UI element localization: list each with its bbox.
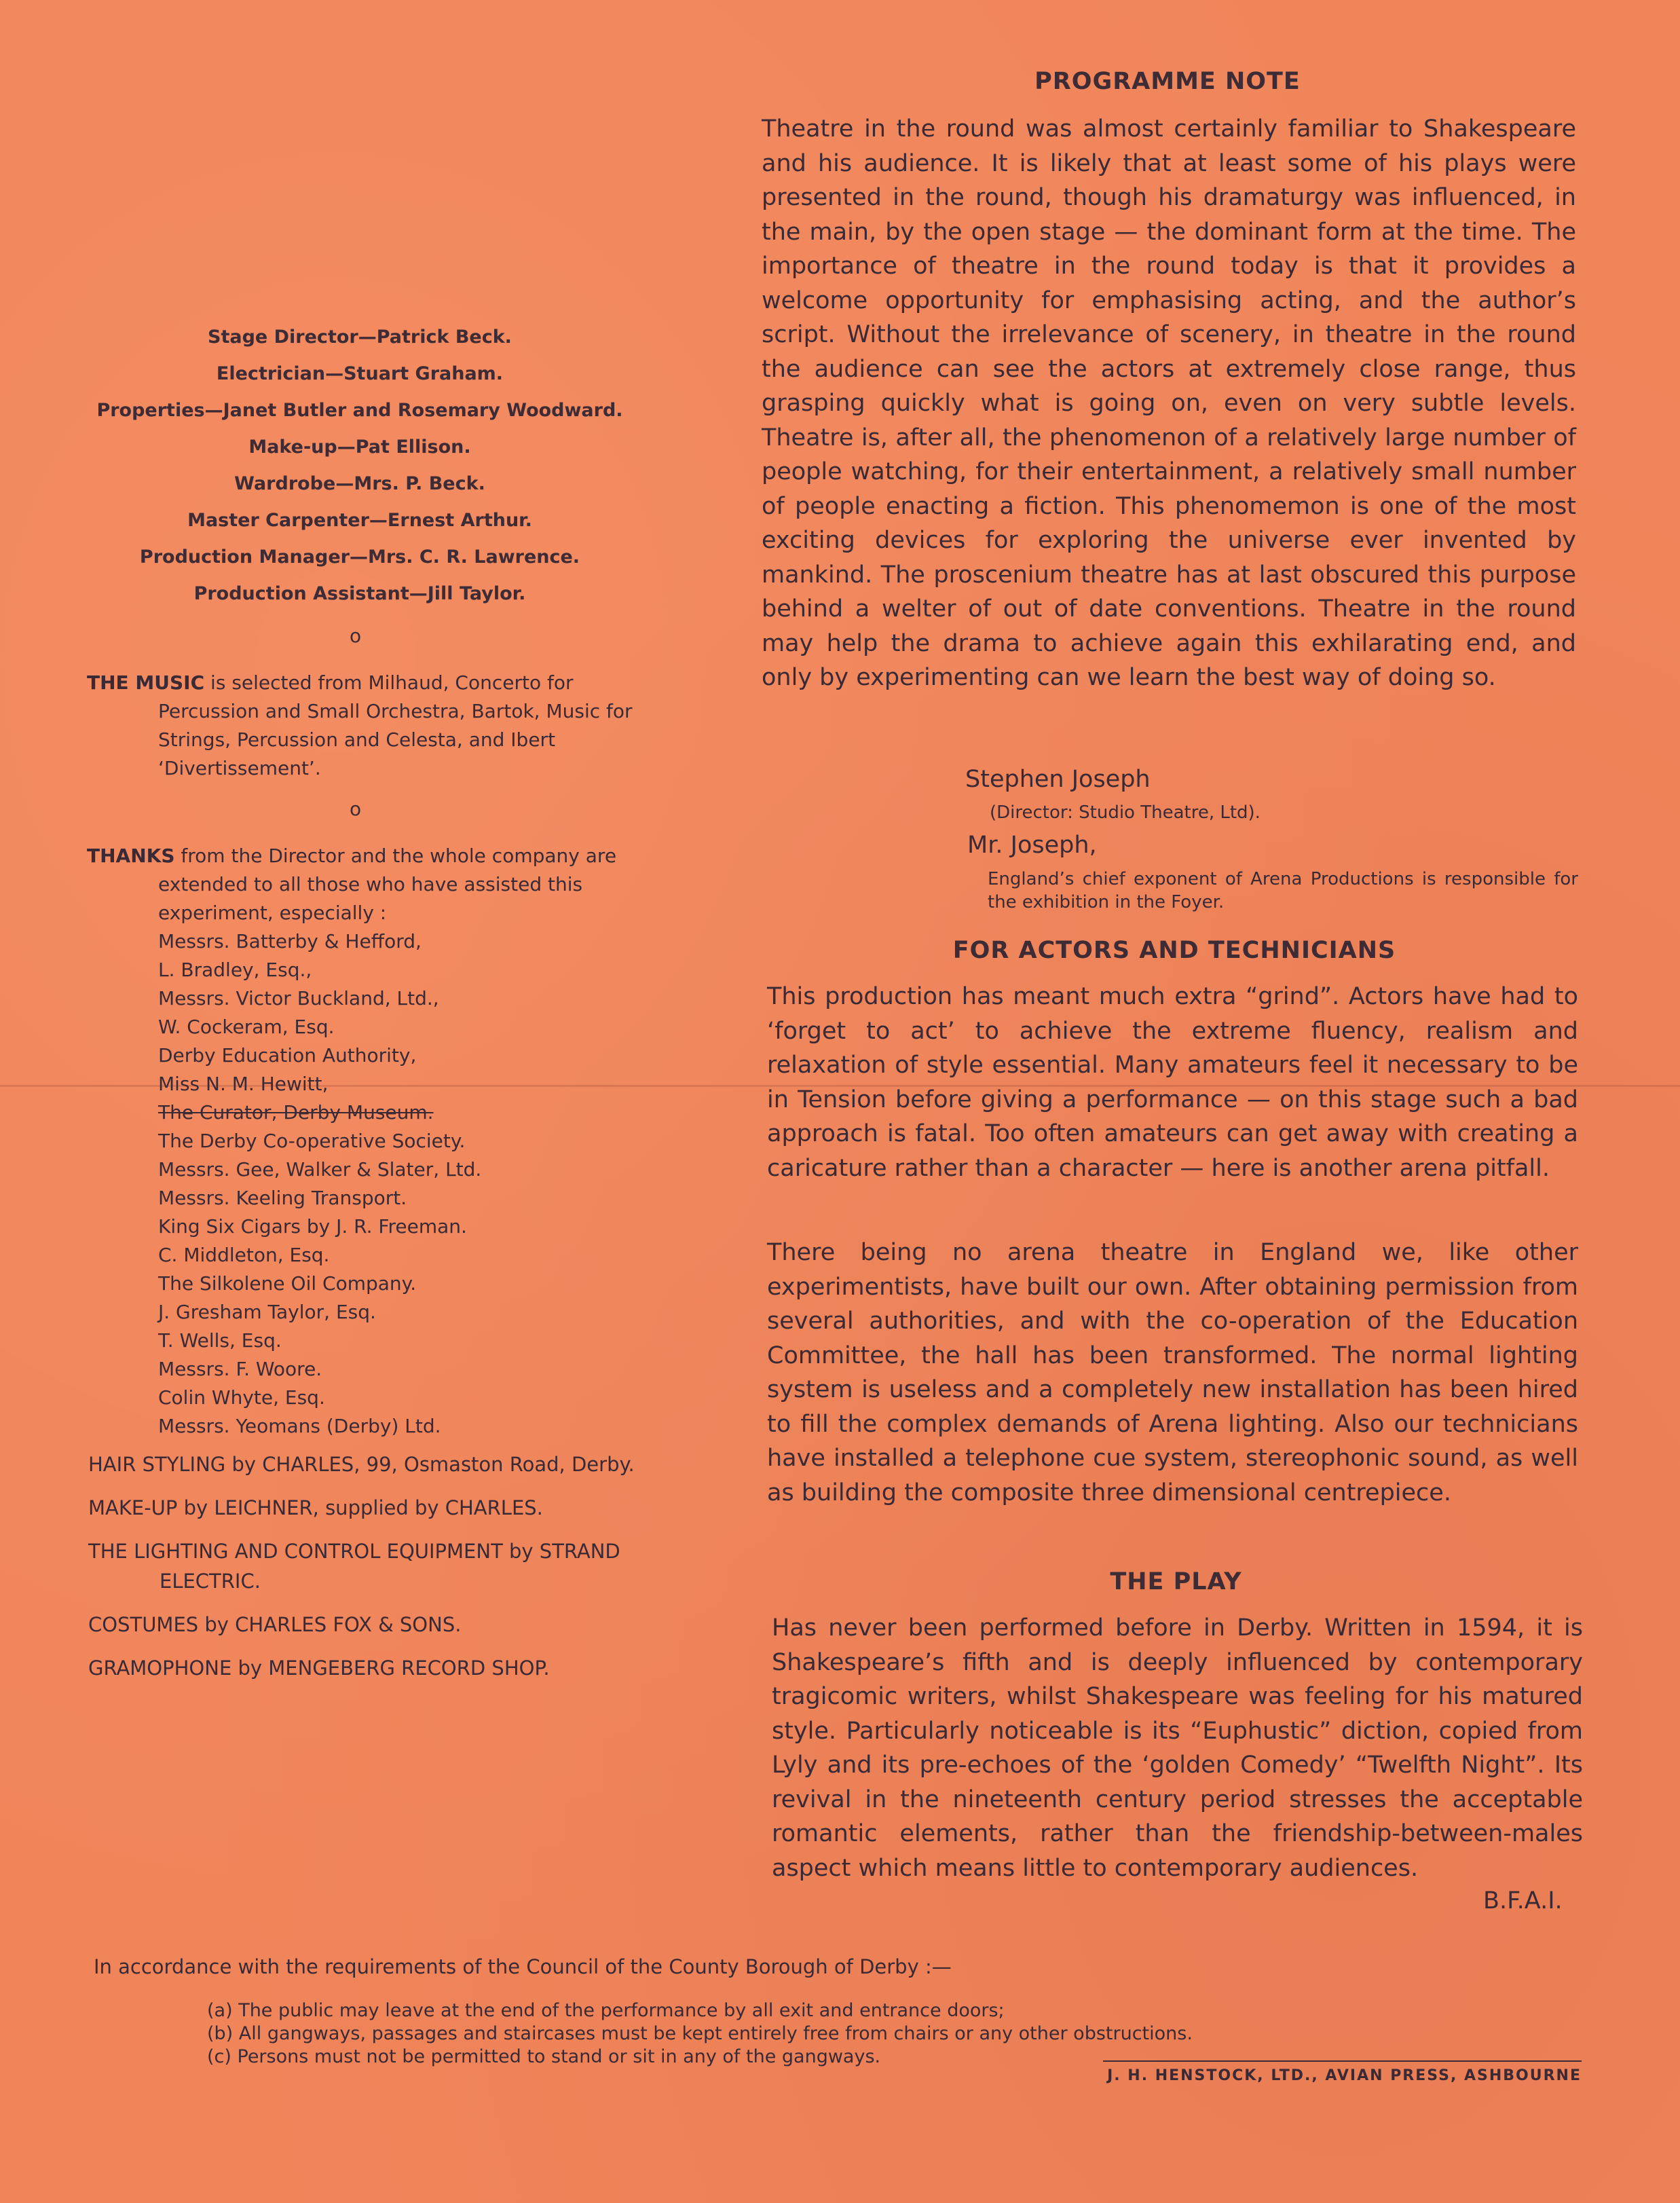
play-text: Has never been performed before in Derby. Written in 1594, it is Shakespeare’s fifth and is deeply influenced by contemporary tragicomic writers, whilst Shakespeare was feeling for his matured style. Particularly noticeable is its “Euphustic” diction, copied from Lyly and its pre-echoes of the ‘golden Comedy’ “Twelfth Night”. Its revival in the nineteenth century period stresses the acceptable romantic elements, rather than the friendship-between-males aspect which means little to contemporary audiences. [772,1614,1583,1882]
addressee-note: England’s chief exponent of Arena Productions is responsible for the exhibition in the Foyer. [988,869,1578,912]
music-section [87,669,637,783]
credit-line: Properties—Janet Butler and Rosemary Woodward. [96,400,623,421]
suppliers-list [88,1449,645,1697]
list-item: W. Cockeram, Esq. [158,1016,335,1038]
supplier-item: GRAMOPHONE by MENGEBERG RECORD SHOP. [88,1656,550,1680]
list-item: The Derby Co-operative Society. [158,1130,466,1152]
list-item: Miss N. M. Hewitt, [158,1073,329,1095]
addressee: Mr. Joseph, [967,832,1097,859]
actors-paragraph-2: There being no arena theatre in England we, like other experimentists, have built our own. After obtaining permission from several authorities, and with the co-operation of the Education Committee, the hall has been transformed. The normal lighting system is useless and a completely new installation has been hired to fill the complex demands of Arena lighting. Also our technicians have installed a telephone cue system, stereophonic sound, as well as building the composite three dimensional centrepiece. [767,1239,1578,1506]
list-item: Colin Whyte, Esq. [158,1386,325,1409]
actors-heading: FOR ACTORS AND TECHNICIANS [952,937,1396,964]
programme-note-heading: PROGRAMME NOTE [1034,68,1301,95]
regulation-item: (a) The public may leave at the end of the performance by all exit and entrance doors; [207,2000,1005,2021]
list-item: King Six Cigars by J. R. Freeman. [158,1215,467,1238]
credit-line: Production Assistant—Jill Taylor. [193,583,526,604]
list-item: Messrs. F. Woore. [158,1358,322,1380]
signature: Stephen Joseph [965,766,1151,793]
play-initials: B.F.A.I. [1483,1887,1563,1914]
credit-line: Production Manager—Mrs. C. R. Lawrence. [139,547,580,568]
music-label: THE MUSIC [87,671,205,694]
play-heading: THE PLAY [1110,1568,1242,1595]
list-item: The Silkolene Oil Company. [158,1272,417,1295]
list-item: Messrs. Gee, Walker & Slater, Ltd. [158,1158,482,1181]
regulation-item: (b) All gangways, passages and staircases must be kept entirely free from chairs or any other obstructions. [207,2023,1193,2044]
thanks-label: THANKS [87,845,175,867]
supplier-item: HAIR STYLING by CHARLES, 99, Osmaston Road, Derby. [88,1453,635,1476]
list-item: L. Bradley, Esq., [158,959,312,981]
separator-circle: o [350,798,362,820]
printer-imprint: J. H. HENSTOCK, LTD., AVIAN PRESS, ASHBOURNE [1103,2060,1582,2084]
regulations-intro: In accordance with the requirements of the Council of the County Borough of Derby :— [94,1955,952,1978]
list-item: The Curator, Derby Museum. [158,1101,434,1124]
thanks-section [87,842,643,1441]
list-item: Messrs. Batterby & Hefford, [158,930,422,952]
supplier-item: MAKE-UP by LEICHNER, supplied by CHARLES. [88,1496,543,1519]
actors-paragraph-1: This production has meant much extra “grind”. Actors have had to ‘forget to act’ to achieve the extreme fluency, realism and relaxation of style essential. Many amateurs feel it necessary to be in Tension before giving a performance — on this stage such a bad approach is fatal. Too often amateurs can get away with creating a caricature rather than a character — here is another arena pitfall. [767,983,1578,1182]
list-item: Derby Education Authority, [158,1044,417,1067]
list-item: Messrs. Yeomans (Derby) Ltd. [158,1415,441,1437]
supplier-item: COSTUMES by CHARLES FOX & SONS. [88,1613,462,1636]
list-item: C. Middleton, Esq. [158,1244,330,1266]
regulation-item: (c) Persons must not be permitted to stand or sit in any of the gangways. [207,2046,881,2067]
credit-line: Master Carpenter—Ernest Arthur. [187,510,532,531]
separator-circle: o [350,625,362,647]
programme-note-text: Theatre in the round was almost certainly familiar to Shakespeare and his audience. It is likely that at least some of his plays were presented in the round, though his dramaturgy was influenced, in the main, by the open stage — the dominant form at the time. The importance of theatre in the round today is that it provides a welcome opportunity for emphasising acting, and the author’s script. Without the irrelevance of scenery, in theatre in the round the audience can see the actors at extremely close range, thus grasping quickly what is going on, even on very subtle levels. Theatre is, after all, the phenomenon of a relatively large number of people watching, for their entertainment, a relatively small number of people enacting a fiction. This phenomemon is one of the most exciting devices for exploring the universe ever invented by mankind. The proscenium theatre has at last obscured this purpose behind a welter of out of date conventions. Theatre in the round may help the drama to achieve again this exhilarating end, and only by experimenting can we learn the best way of doing so. [762,115,1576,691]
signature-title: (Director: Studio Theatre, Ltd). [990,802,1261,823]
list-item: T. Wells, Esq. [158,1329,282,1352]
list-item: J. Gresham Taylor, Esq. [158,1301,376,1323]
supplier-item: THE LIGHTING AND CONTROL EQUIPMENT by STRAND ELECTRIC. [88,1540,620,1593]
regulations-list [207,1999,1193,2069]
list-item: Messrs. Victor Buckland, Ltd., [158,987,439,1010]
crew-credits [81,319,638,612]
credit-line: Stage Director—Patrick Beck. [208,327,512,348]
thanks-list [87,927,643,1441]
thanks-intro: from the Director and the whole company are extended to all those who have assisted this experiment, especially : [158,845,617,924]
credit-line: Wardrobe—Mrs. P. Beck. [234,473,485,494]
music-text: is selected from Milhaud, Concerto for Percussion and Small Orchestra, Bartok, Music for Strings, Percussion and Celesta, and Ibert ‘Divertissement’. [158,671,633,779]
credit-line: Make-up—Pat Ellison. [248,437,471,458]
list-item: Messrs. Keeling Transport. [158,1187,407,1209]
credit-line: Electrician—Stuart Graham. [216,363,504,384]
